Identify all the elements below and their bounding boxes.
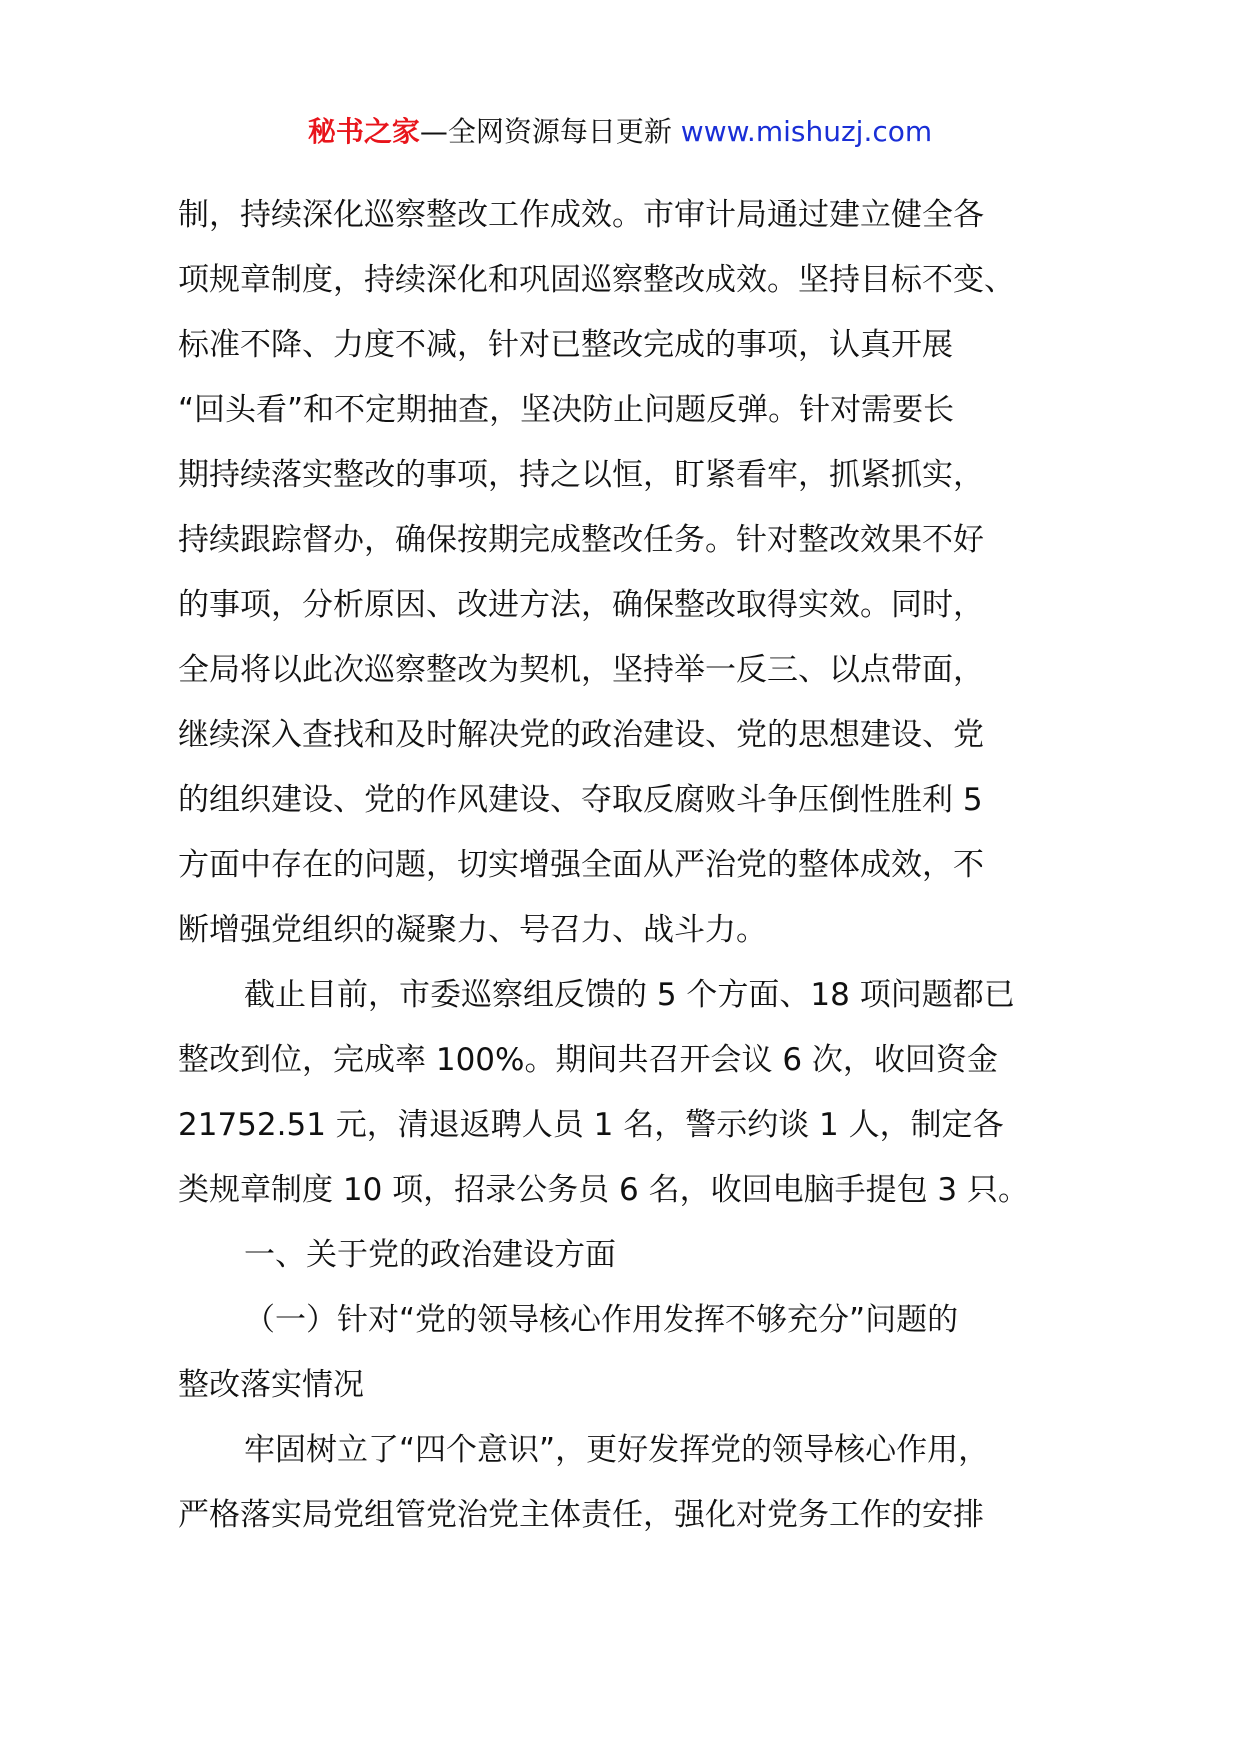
paragraph-start-line: 牢固树立了“四个意识”，更好发挥党的领导核心作用， [244,1432,990,1468]
text-line: 断增强党组织的凝聚力、号召力、战斗力。 [178,912,767,948]
brand-name: 秘书之家 [307,115,420,148]
text-line: 类规章制度 10 项，招录公务员 6 名，收回电脑手提包 3 只。 [178,1172,1030,1208]
text-line: 严格落实局党组管党治党主体责任，强化对党务工作的安排 [178,1497,984,1533]
header-slogan: —全网资源每日更新 [419,115,672,148]
page-header [0,112,1240,152]
text-line: 期持续落实整改的事项，持之以恒，盯紧看牢，抓紧抓实， [178,457,984,493]
text-line: 持续跟踪督办，确保按期完成整改任务。针对整改效果不好 [178,522,984,558]
text-line: 全局将以此次巡察整改为契机，坚持举一反三、以点带面， [178,652,984,688]
subsection-heading-continued: 整改落实情况 [178,1367,364,1403]
subsection-heading: （一）针对“党的领导核心作用发挥不够充分”问题的 [244,1302,959,1338]
document-body [178,183,1078,1548]
text-line: 继续深入查找和及时解决党的政治建设、党的思想建设、党 [178,717,984,753]
website-link[interactable]: www.mishuzj.com [680,115,933,148]
text-line: 标准不降、力度不减，针对已整改完成的事项，认真开展 [178,327,953,363]
text-line: 整改到位，完成率 100%。期间共召开会议 6 次，收回资金 [178,1042,998,1078]
text-line: 方面中存在的问题，切实增强全面从严治党的整体成效，不 [178,847,984,883]
text-line: 的事项，分析原因、改进方法，确保整改取得实效。同时， [178,587,984,623]
text-line: 的组织建设、党的作风建设、夺取反腐败斗争压倒性胜利 5 [178,782,983,818]
section-heading: 一、关于党的政治建设方面 [244,1237,616,1273]
text-line: 21752.51 元，清退返聘人员 1 名，警示约谈 1 人，制定各 [178,1107,1004,1143]
text-line: 制，持续深化巡察整改工作成效。市审计局通过建立健全各 [178,197,984,233]
text-line: “回头看”和不定期抽查，坚决防止问题反弹。针对需要长 [178,392,955,428]
paragraph-start-line: 截止目前，市委巡察组反馈的 5 个方面、18 项问题都已 [244,977,1015,1013]
text-line: 项规章制度，持续深化和巩固巡察整改成效。坚持目标不变、 [178,262,1015,298]
